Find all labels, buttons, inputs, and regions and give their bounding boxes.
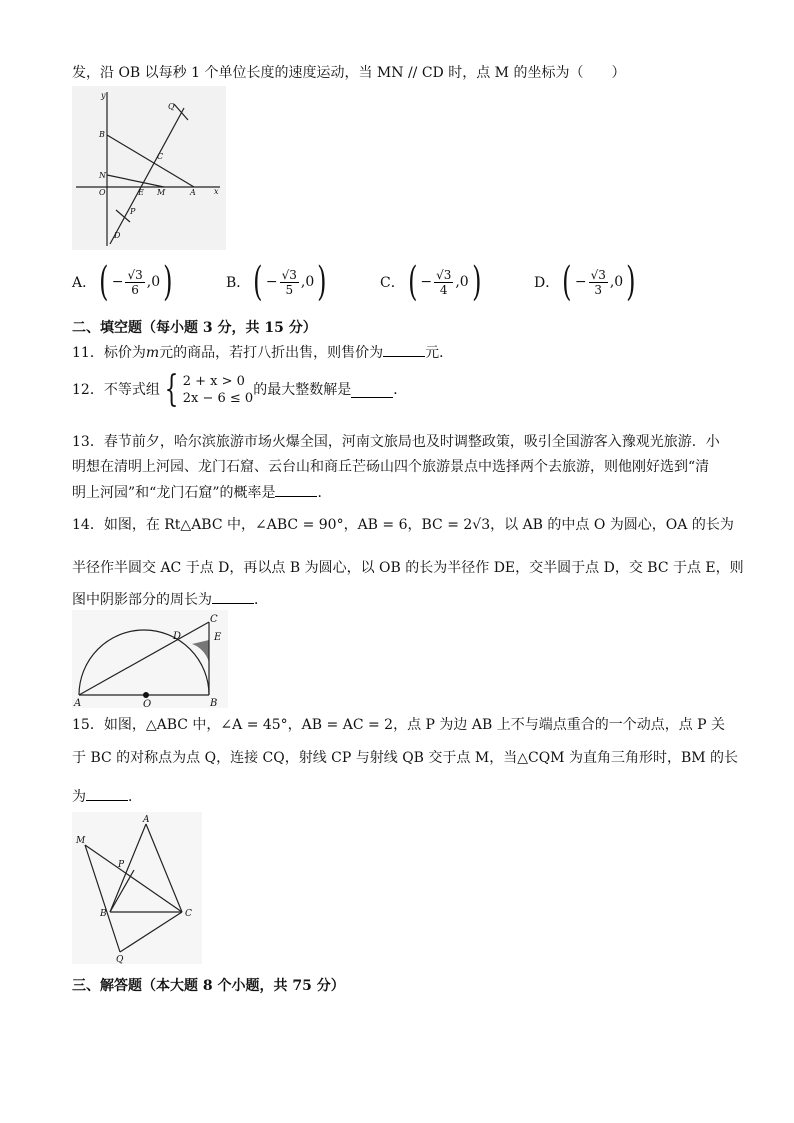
q13-line-3 (72, 482, 331, 503)
q13-line-2: 明想在清明上河园、龙门石窟、云台山和商丘芒砀山四个旅游景点中选择两个去旅游，则他刚好选到“清 (72, 459, 710, 475)
q13-line-1: 13．春节前夕，哈尔滨旅游市场火爆全国，河南文旅局也及时调整政策，吸引全国游客入豫观光旅游．小 (72, 434, 720, 450)
inequality-row: 2x − 6 ≤ 0 (182, 391, 254, 406)
fig-label: M (76, 836, 86, 846)
option-denominator: 5 (285, 282, 294, 297)
fig-label: Q (116, 955, 124, 964)
option-tail: ,0 (609, 274, 624, 290)
answer-blank (86, 786, 128, 801)
q14-line-1: 14．如图，在 Rt△ABC 中，∠ABC = 90°，AB = 6，BC = 2√3，以 AB 的中点 O 为圆心，OA 的长为 (72, 517, 734, 533)
q14-text: 图中阴影部分的周长为 (72, 592, 212, 608)
option-numerator: √3 (436, 267, 452, 282)
q14-line-2: 半径作半圆交 AC 于点 D，再以点 B 为圆心，以 OB 的长为半径作 DE，交半圆于点 D，交 BC 于点 E，则 (72, 560, 744, 576)
fig-label: x (214, 187, 219, 196)
option-numerator: √3 (281, 267, 297, 282)
fig-label: B (99, 130, 105, 139)
q15-line-1: 15．如图，△ABC 中，∠A = 45°，AB = AC = 2，点 P 为边 AB 上不与端点重合的一个动点，点 P 关 (72, 717, 726, 733)
q15-text: 为 (72, 789, 86, 805)
q11-text: 元的商品，若打八折出售，则售价为 (159, 345, 384, 361)
q12-text: ． (393, 382, 408, 398)
q15-triangle-figure (72, 812, 202, 964)
fig-label: A (143, 815, 150, 825)
fig-label: Q (168, 102, 175, 111)
option-letter: C． (380, 275, 405, 291)
fig-label: B (210, 698, 218, 708)
fig-label: D (173, 631, 182, 642)
answer-blank (383, 342, 425, 357)
answer-blank (212, 589, 254, 604)
fig-label: O (99, 188, 106, 197)
question-11 (72, 342, 453, 363)
q14-text: ． (254, 592, 268, 608)
option-tail: ,0 (455, 274, 469, 290)
option-d: D． ( − $\frac{√3}{3}$ ,0 ) (534, 259, 636, 305)
inequality-row: 2 + x > 0 (182, 374, 245, 389)
option-letter: A． (72, 275, 97, 291)
q11-text: 11．标价为 (72, 345, 146, 361)
fig-label: M (157, 188, 166, 197)
option-numerator: √3 (127, 267, 143, 282)
option-c: C． ( − $\frac{√3}{4}$ ,0 ) (380, 259, 482, 305)
q13-text: ． (317, 485, 332, 501)
option-denominator: 4 (439, 282, 448, 297)
fig-label: C (210, 614, 218, 625)
option-b: B． ( − $\frac{√3}{5}$ ,0 ) (226, 259, 327, 305)
q10-coordinate-figure (72, 86, 226, 250)
fig-label: y (101, 91, 106, 100)
fig-label: O (143, 699, 152, 708)
center-O (143, 692, 149, 698)
fig-label: E (138, 188, 144, 197)
answer-blank (351, 383, 393, 398)
fig-label: C (157, 152, 164, 161)
option-numerator: √3 (590, 267, 606, 282)
q13-text: 明上河园”和“龙门石窟”的概率是 (72, 485, 276, 501)
q11-variable: m (145, 345, 160, 361)
q14-semicircle-figure (72, 610, 228, 708)
q12-text: 12．不等式组 (72, 382, 160, 398)
q15-line-3 (72, 786, 142, 807)
option-tail: ,0 (146, 274, 161, 290)
q15-line-2: 于 BC 的对称点为点 Q，连接 CQ，射线 CP 与射线 QB 交于点 M，当△CQM 为直角三角形时，BM 的长 (72, 750, 739, 766)
fig-label: P (118, 860, 125, 870)
fig-label: B (100, 909, 107, 919)
fig-label: P (130, 207, 136, 216)
fig-label: A (74, 698, 82, 708)
option-letter: D． (534, 275, 560, 291)
inequality-system: { 2 + x > 0 2x − 6 ≤ 0 (164, 369, 254, 410)
section-3-heading: 三、解答题（本大题 8 个小题，共 75 分） (72, 978, 345, 994)
question-12 (72, 369, 408, 410)
option-denominator: 6 (131, 282, 139, 297)
fig-label: C (185, 909, 192, 919)
fig-label: E (214, 632, 222, 643)
option-denominator: 3 (594, 282, 603, 297)
option-letter: B． (226, 275, 251, 291)
answer-blank (275, 482, 317, 497)
q14-line-3 (72, 589, 268, 610)
fig-label: D (114, 231, 121, 240)
q11-text: 元． (425, 345, 454, 361)
section-2-heading: 二、填空题（每小题 3 分，共 15 分） (72, 320, 317, 336)
q15-text: ． (128, 789, 142, 805)
option-a: A． ( − $\frac{√3}{6}$ ,0 ) (72, 259, 173, 305)
q10-stem-tail: 发，沿 OB 以每秒 1 个单位长度的速度运动，当 MN // CD 时，点 M 的坐标为（ ） (72, 65, 626, 81)
fig-label: A (190, 188, 196, 197)
q12-text: 的最大整数解是 (253, 382, 352, 398)
fig-label: N (99, 171, 106, 180)
option-tail: ,0 (300, 274, 315, 290)
